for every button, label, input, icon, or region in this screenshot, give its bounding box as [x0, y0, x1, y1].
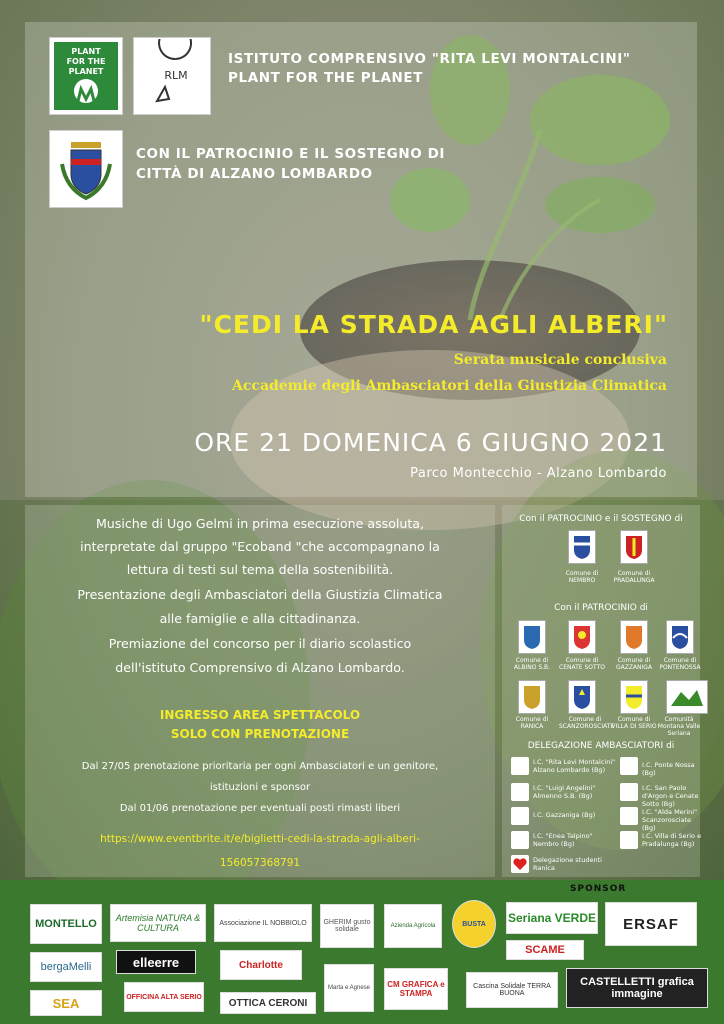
svg-text:PLANET: PLANET	[68, 67, 104, 76]
description-line: interpretate dal gruppo "Ecoband "che accompagnano la	[80, 539, 440, 554]
school-logo-icon	[511, 783, 529, 801]
event-subtitle-1: Serata musicale conclusiva	[453, 352, 667, 368]
crest-albino-icon	[518, 620, 546, 654]
sponsor-ersaf: ERSAF	[605, 902, 697, 946]
event-subtitle-2: Accademie degli Ambasciatori della Giustizia Climatica	[232, 378, 667, 394]
school-logo-icon	[620, 757, 638, 775]
sponsor-charlotte: Charlotte	[220, 950, 302, 980]
sponsor-marta-agnese: Marta e Agnese	[324, 964, 374, 1012]
header-line2: PLANT FOR THE PLANET	[228, 70, 424, 86]
event-title: "CEDI LA STRADA AGLI ALBERI"	[199, 310, 668, 339]
ingresso-line1: INGRESSO AREA SPETTACOLO	[159, 708, 361, 722]
sponsor-cm-grafica: CM GRAFICA e STAMPA	[384, 968, 448, 1010]
sponsor-bergamelli: bergaMelli	[30, 952, 102, 982]
delegation-item: I.C. "Enea Talpino" Nembro (Bg)	[533, 832, 593, 848]
crest-ranica-icon	[518, 680, 546, 714]
comune-label: Comune di ALBINO S.B.	[513, 657, 551, 671]
school-logo-icon	[511, 807, 529, 825]
comune-label: Comune di GAZZANIGA	[615, 657, 653, 671]
comune-label: Comune di RANICA	[515, 716, 549, 730]
delegation-item: I.C. Gazzaniga (Bg)	[533, 811, 596, 819]
delegation-item: I.C. "Luigi Angelini" Almenno S.B. (Bg)	[533, 784, 596, 800]
delegation-item: Delegazione studenti Ranica	[533, 856, 602, 872]
sponsor-montello: MONTELLO	[30, 904, 102, 944]
comune-label: Comune di SCANZOROSCIATE	[559, 716, 615, 730]
school-logo-icon	[511, 757, 529, 775]
plant-for-the-planet-logo	[49, 37, 123, 115]
description-line: Musiche di Ugo Gelmi in prima esecuzione assoluta,	[95, 516, 425, 531]
school-logo-icon	[620, 831, 638, 849]
school-logo-icon	[620, 807, 638, 825]
patrocinio-sostegno-label: Con il PATROCINIO e il SOSTEGNO di	[519, 514, 683, 524]
sponsor-officina: OFFICINA ALTA SERIO	[124, 982, 204, 1012]
booking-link-cont[interactable]: 156057368791	[219, 857, 301, 869]
sponsor-artemisia: Artemisia NATURA & CULTURA	[110, 904, 206, 942]
rlm-bulb-logo	[133, 37, 211, 115]
patrocinio-label: Con il PATROCINIO di	[554, 603, 648, 613]
sponsor-cascina-terra-buona: Cascina Solidale TERRA BUONA	[466, 972, 558, 1008]
comune-label: Comune di NEMBRO	[565, 570, 599, 584]
sponsor-seriana-verde: Seriana VERDE	[506, 902, 598, 934]
crest-cenate-icon	[568, 620, 596, 654]
sponsor-nobbiolo: Associazione IL NOBBIOLO	[214, 904, 312, 942]
header-line4: CITTÀ DI ALZANO LOMBARDO	[136, 166, 373, 182]
heart-logo-icon	[511, 855, 529, 873]
header-panel	[25, 22, 697, 497]
delegation-item: I.C. "Alda Merini" Scanzorosciate (Bg)	[642, 808, 698, 832]
description-line: Presentazione degli Ambasciatori della Giustizia Climatica	[77, 587, 443, 602]
header-line1: ISTITUTO COMPRENSIVO "RITA LEVI MONTALCINI"	[228, 51, 631, 67]
prenotazione-line1: Dal 27/05 prenotazione prioritaria per ogni Ambasciatori e un genitore,	[81, 761, 439, 772]
sponsor-ottica-ceroni: OTTICA CERONI	[220, 992, 316, 1014]
school-logo-icon	[511, 831, 529, 849]
sponsor-castelletti: CASTELLETTI grafica immagine	[566, 968, 708, 1008]
prenotazione-line2: istituzioni e sponsor	[209, 782, 311, 793]
delegation-item: I.C. Ponte Nossa (Bg)	[642, 761, 695, 777]
alzano-crest-logo	[49, 130, 123, 208]
delegation-item: I.C. San Paolo d'Argon e Cenate Sotto (Bg)	[642, 784, 699, 808]
delegation-item: I.C. "Rita Levi Montalcini" Alzano Lombardo (Bg)	[533, 758, 616, 774]
sponsor-sea: SEA	[30, 990, 102, 1016]
comune-label: Comune di VILLA DI SERIO	[611, 716, 657, 730]
crest-gazzaniga-icon	[620, 620, 648, 654]
svg-text:RLM: RLM	[164, 69, 188, 82]
delegation-item: I.C. Villa di Serio e Pradalunga (Bg)	[642, 832, 702, 848]
crest-pradalunga-icon	[620, 530, 648, 564]
svg-text:PLANT: PLANT	[71, 47, 101, 56]
comunita-montana-icon	[666, 680, 708, 714]
description-line: Premiazione del concorso per il diario scolastico	[108, 636, 412, 651]
sponsor-azienda-agricola: Azienda Agricola	[384, 904, 442, 948]
school-logo-icon	[620, 783, 638, 801]
crest-pontenossa-icon	[666, 620, 694, 654]
event-place: Parco Montecchio - Alzano Lombardo	[410, 466, 667, 481]
description-panel	[25, 505, 495, 877]
header-line3: CON IL PATROCINIO E IL SOSTEGNO DI	[136, 146, 446, 162]
description-line: dell'istituto Comprensivo di Alzano Lombardo.	[115, 660, 405, 675]
comune-label: Comune di PRADALUNGA	[613, 570, 655, 584]
svg-text:FOR THE: FOR THE	[66, 57, 106, 66]
sponsor-elleerre: elleerre	[116, 950, 196, 974]
comune-label: Comune di PONTENOSSA	[659, 657, 701, 671]
crest-villadiserio-icon	[620, 680, 648, 714]
ingresso-line2: SOLO CON PRENOTAZIONE	[170, 727, 350, 741]
comune-label: Comune di CENATE SOTTO	[559, 657, 605, 671]
sponsor-busta: BUSTA	[452, 900, 496, 948]
description-line: alle famiglie e alla cittadinanza.	[159, 611, 361, 626]
description-line: lettura di testi sul tema della sostenibilità.	[126, 562, 394, 577]
booking-link[interactable]: https://www.eventbrite.it/e/biglietti-cedi-la-strada-agli-alberi-	[100, 833, 420, 845]
comune-label: Comunità Montana Valle Seriana	[657, 716, 701, 737]
event-date: ORE 21 DOMENICA 6 GIUGNO 2021	[194, 428, 667, 457]
sponsor-scame: SCAME	[506, 940, 584, 960]
sponsor-label: SPONSOR	[570, 884, 627, 894]
delegazione-label: DELEGAZIONE AMBASCIATORI di	[527, 741, 675, 751]
crest-nembro-icon	[568, 530, 596, 564]
crest-scanzorosciate-icon	[568, 680, 596, 714]
sponsor-gherim: GHERIM gusto solidale	[320, 904, 374, 948]
prenotazione-line3: Dal 01/06 prenotazione per eventuali posti rimasti liberi	[119, 803, 401, 814]
